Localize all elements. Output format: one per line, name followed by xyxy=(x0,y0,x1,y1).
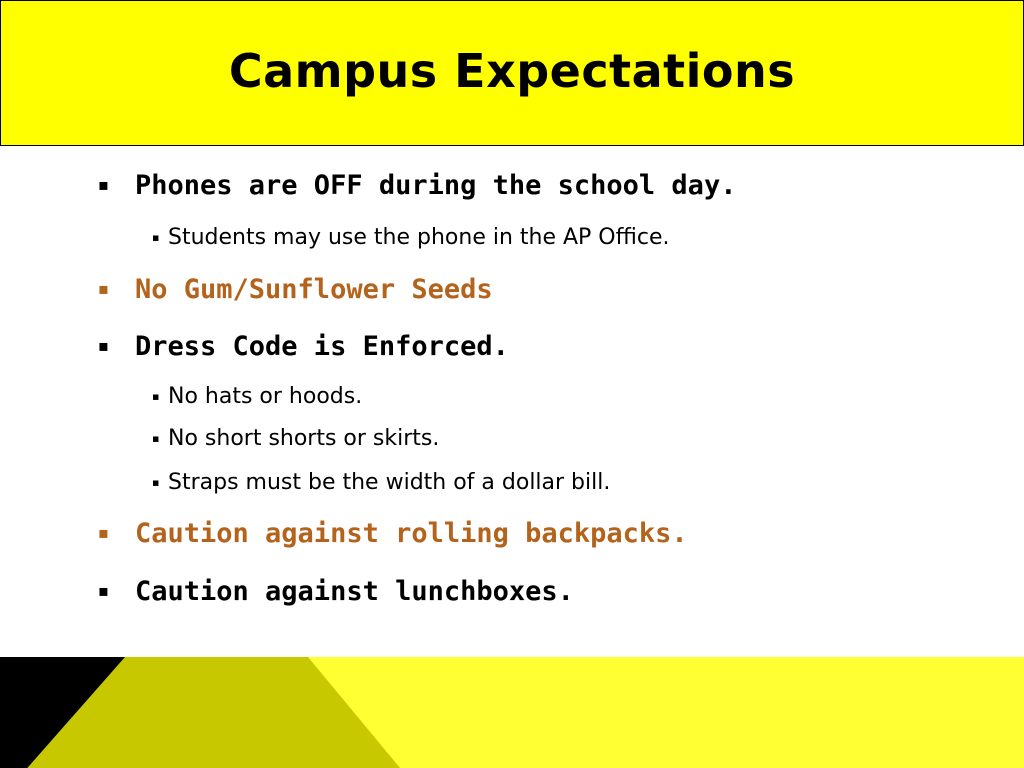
bullet-text: Phones are OFF during the school day. xyxy=(135,170,737,201)
subbullet-marker: ▪ xyxy=(152,231,160,244)
bullet-backpacks xyxy=(98,518,688,549)
bullet-text: Caution against lunchboxes. xyxy=(135,576,574,607)
bullet-no-gum xyxy=(98,274,493,305)
subbullet-hats xyxy=(152,384,362,409)
subbullet-shorts xyxy=(152,426,439,451)
bullet-marker: ▪ xyxy=(98,336,109,355)
bullet-marker: ▪ xyxy=(98,175,109,194)
subbullet-marker: ▪ xyxy=(152,390,160,403)
bullet-dress-code xyxy=(98,331,509,362)
footer-decoration xyxy=(0,657,1024,768)
bullet-text: No Gum/Sunflower Seeds xyxy=(135,274,493,305)
subbullet-text: No hats or hoods. xyxy=(168,384,363,409)
bullet-phones xyxy=(98,170,736,201)
bullet-marker: ▪ xyxy=(98,279,109,298)
subbullet-text: Straps must be the width of a dollar bill. xyxy=(168,470,611,495)
subbullet-marker: ▪ xyxy=(152,476,160,489)
subbullet-marker: ▪ xyxy=(152,432,160,445)
subbullet-text: Students may use the phone in the AP Office. xyxy=(168,225,670,250)
subbullet-ap-office xyxy=(152,225,670,250)
subbullet-straps xyxy=(152,470,610,495)
bullet-marker: ▪ xyxy=(98,581,109,600)
slide-title: Campus Expectations xyxy=(228,44,796,98)
bullet-text: Dress Code is Enforced. xyxy=(135,331,509,362)
subbullet-text: No short shorts or skirts. xyxy=(168,426,440,451)
bullet-marker: ▪ xyxy=(98,523,109,542)
bullet-text: Caution against rolling backpacks. xyxy=(135,518,688,549)
bullet-lunchboxes xyxy=(98,576,574,607)
